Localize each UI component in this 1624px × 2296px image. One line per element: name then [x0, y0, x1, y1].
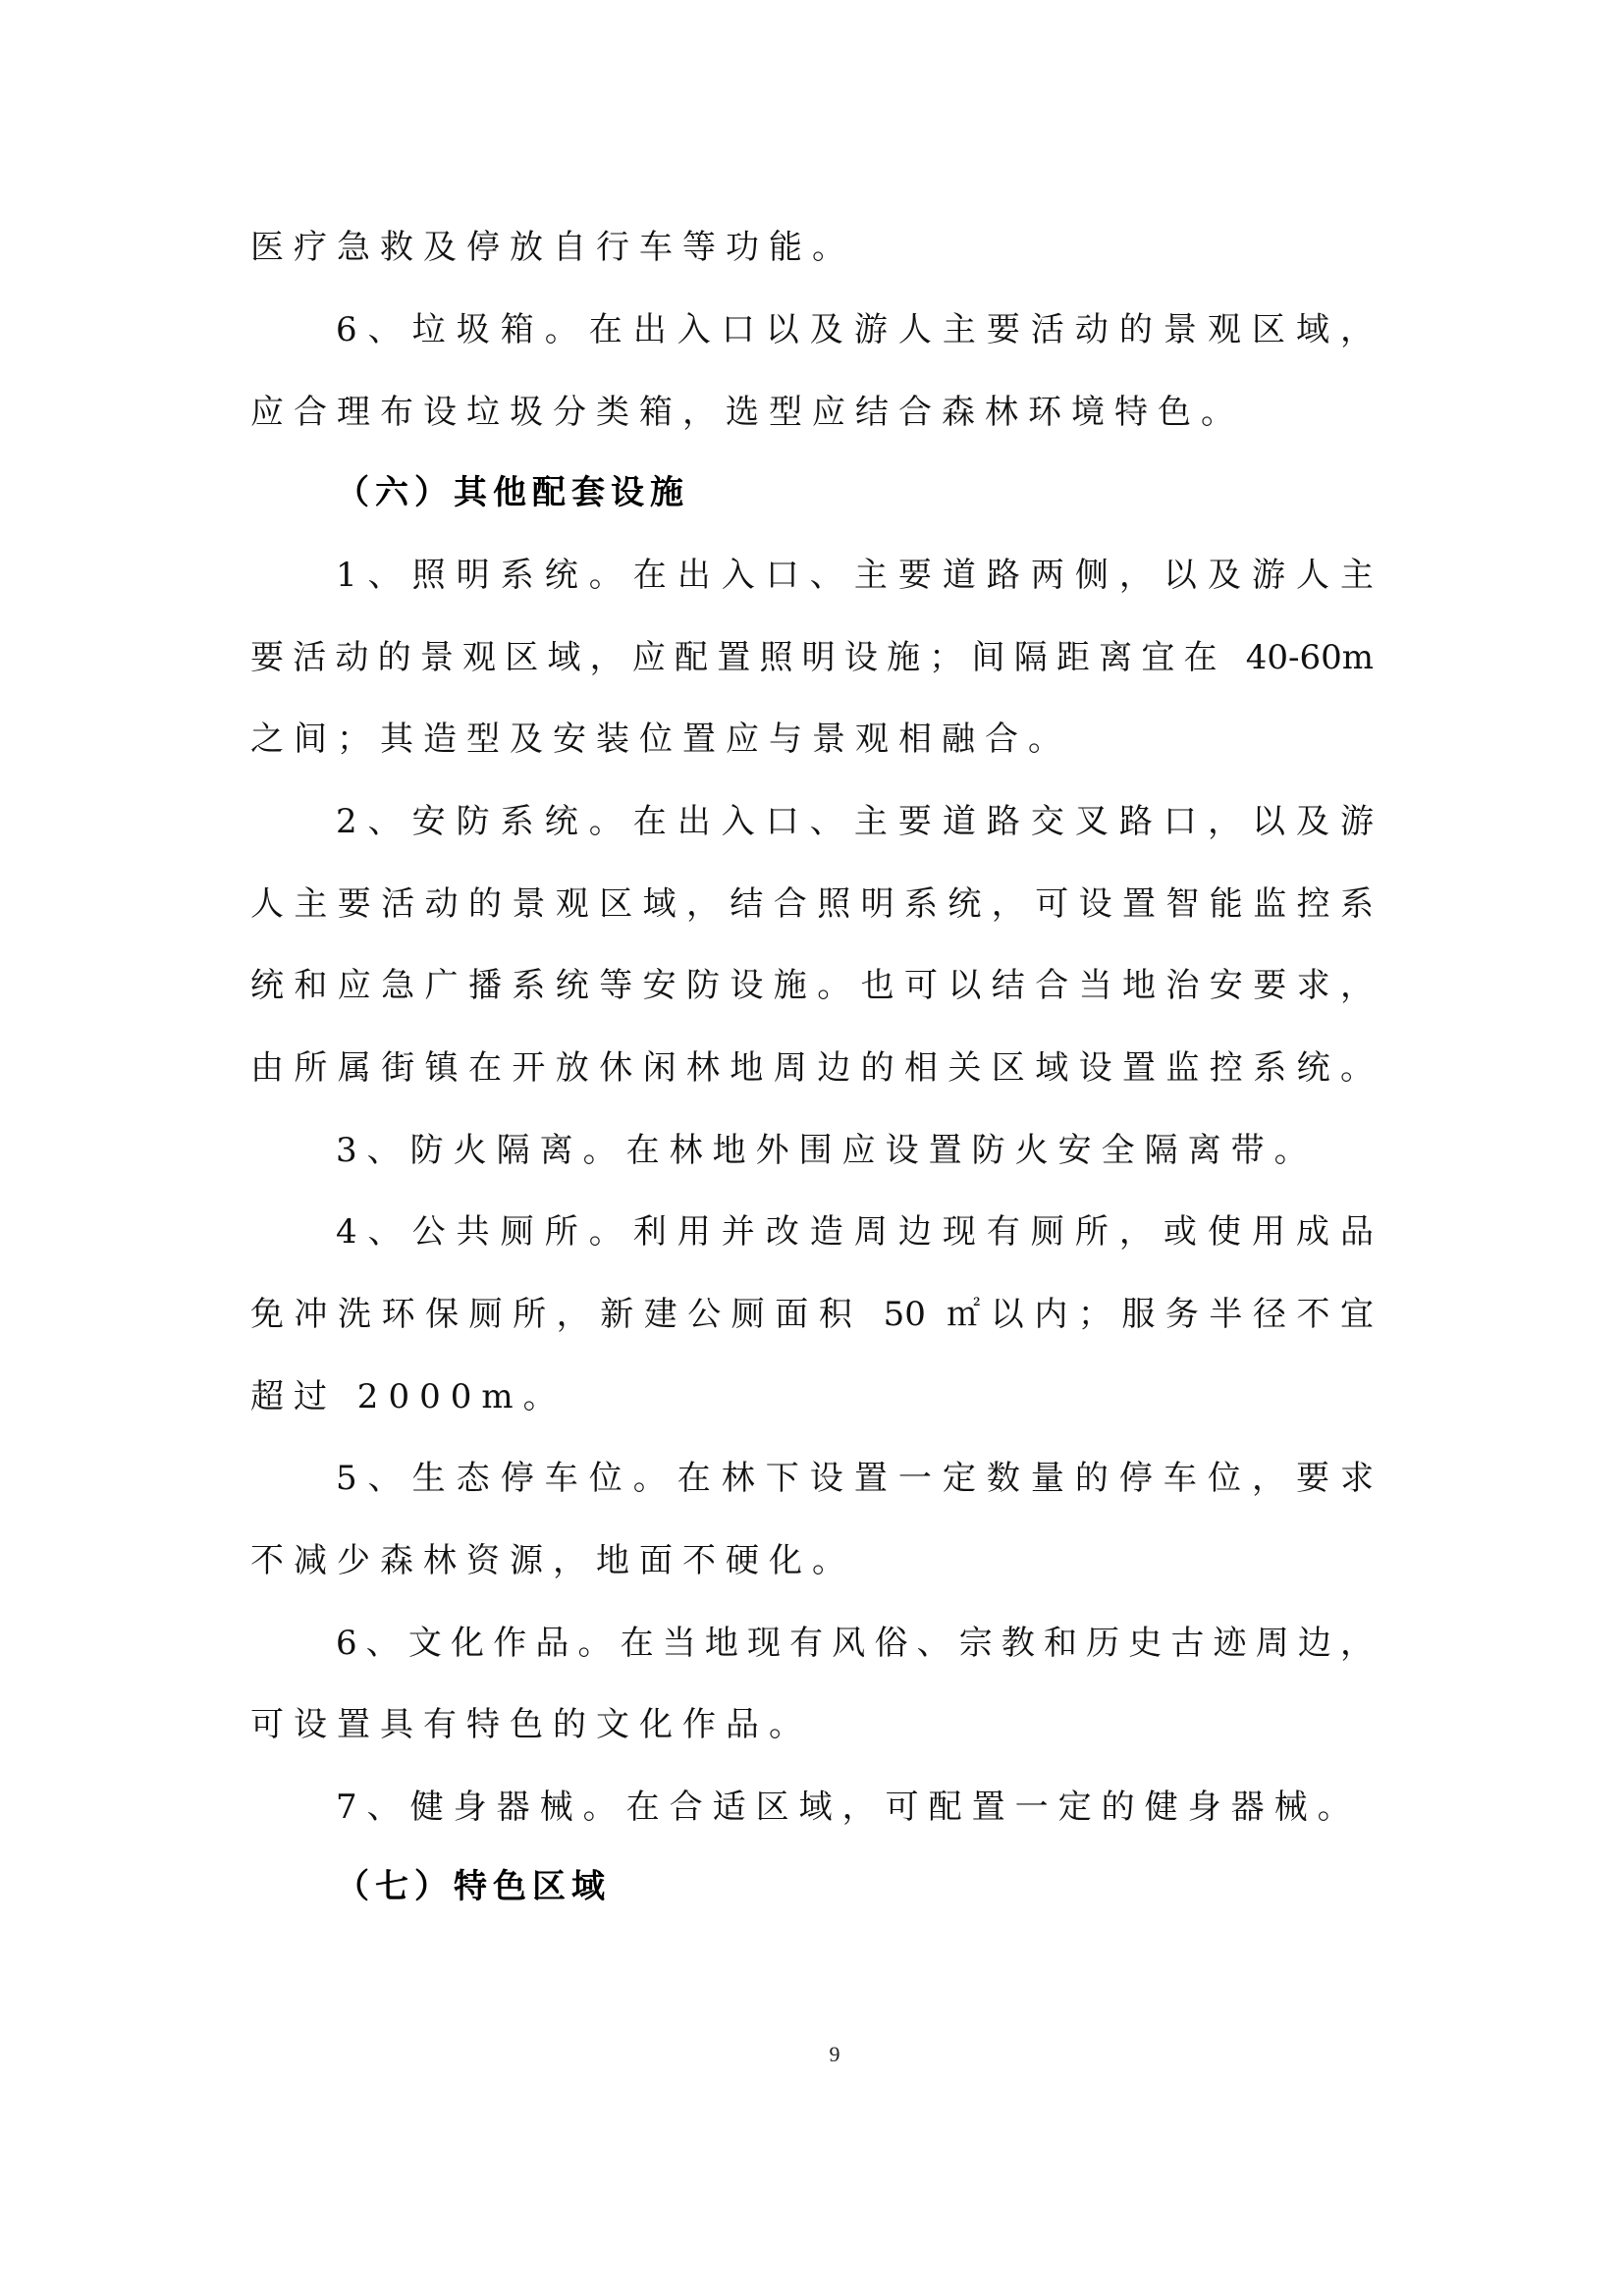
paragraph-line: 医疗急救及停放自行车等功能。	[250, 228, 855, 267]
paragraph-line-fire-isolation: 3、防火隔离。在林地外围应设置防火安全隔离带。	[336, 1131, 1318, 1170]
paragraph-line: 超过 2000m。	[250, 1377, 567, 1416]
paragraph-line-eco-parking: 5、生态停车位。在林下设置一定数量的停车位，要求	[336, 1459, 1374, 1498]
paragraph-line: 由所属街镇在开放休闲林地周边的相关区域设置监控系统。	[250, 1048, 1374, 1088]
page-number: 9	[829, 2042, 840, 2066]
section-heading-other-facilities: （六）其他配套设施	[336, 473, 689, 512]
paragraph-line: 不减少森林资源，地面不硬化。	[250, 1541, 855, 1580]
paragraph-line: 应合理布设垃圾分类箱，选型应结合森林环境特色。	[250, 393, 1244, 432]
section-heading-featured-areas: （七）特色区域	[336, 1867, 611, 1906]
paragraph-line: 要活动的景观区域，应配置照明设施；间隔距离宜在 40-60m	[250, 638, 1374, 677]
paragraph-line: 之间；其造型及安装位置应与景观相融合。	[250, 720, 1071, 759]
paragraph-line: 免冲洗环保厕所，新建公厕面积 50 ㎡以内；服务半径不宜	[250, 1295, 1374, 1334]
paragraph-line: 统和应急广播系统等安防设施。也可以结合当地治安要求，	[250, 966, 1374, 1005]
paragraph-line: 人主要活动的景观区域，结合照明系统，可设置智能监控系	[250, 884, 1374, 924]
paragraph-line-trash-bins: 6、垃圾箱。在出入口以及游人主要活动的景观区域，	[336, 310, 1374, 349]
paragraph-line-security: 2、安防系统。在出入口、主要道路交叉路口，以及游	[336, 802, 1374, 841]
paragraph-line-public-toilets: 4、公共厕所。利用并改造周边现有厕所，或使用成品	[336, 1212, 1374, 1252]
paragraph-line-fitness-equipment: 7、健身器械。在合适区域，可配置一定的健身器械。	[336, 1788, 1361, 1827]
paragraph-line-lighting: 1、照明系统。在出入口、主要道路两侧，以及游人主	[336, 556, 1374, 595]
paragraph-line: 可设置具有特色的文化作品。	[250, 1705, 812, 1744]
paragraph-line-cultural-works: 6、文化作品。在当地现有风俗、宗教和历史古迹周边，	[336, 1624, 1374, 1663]
